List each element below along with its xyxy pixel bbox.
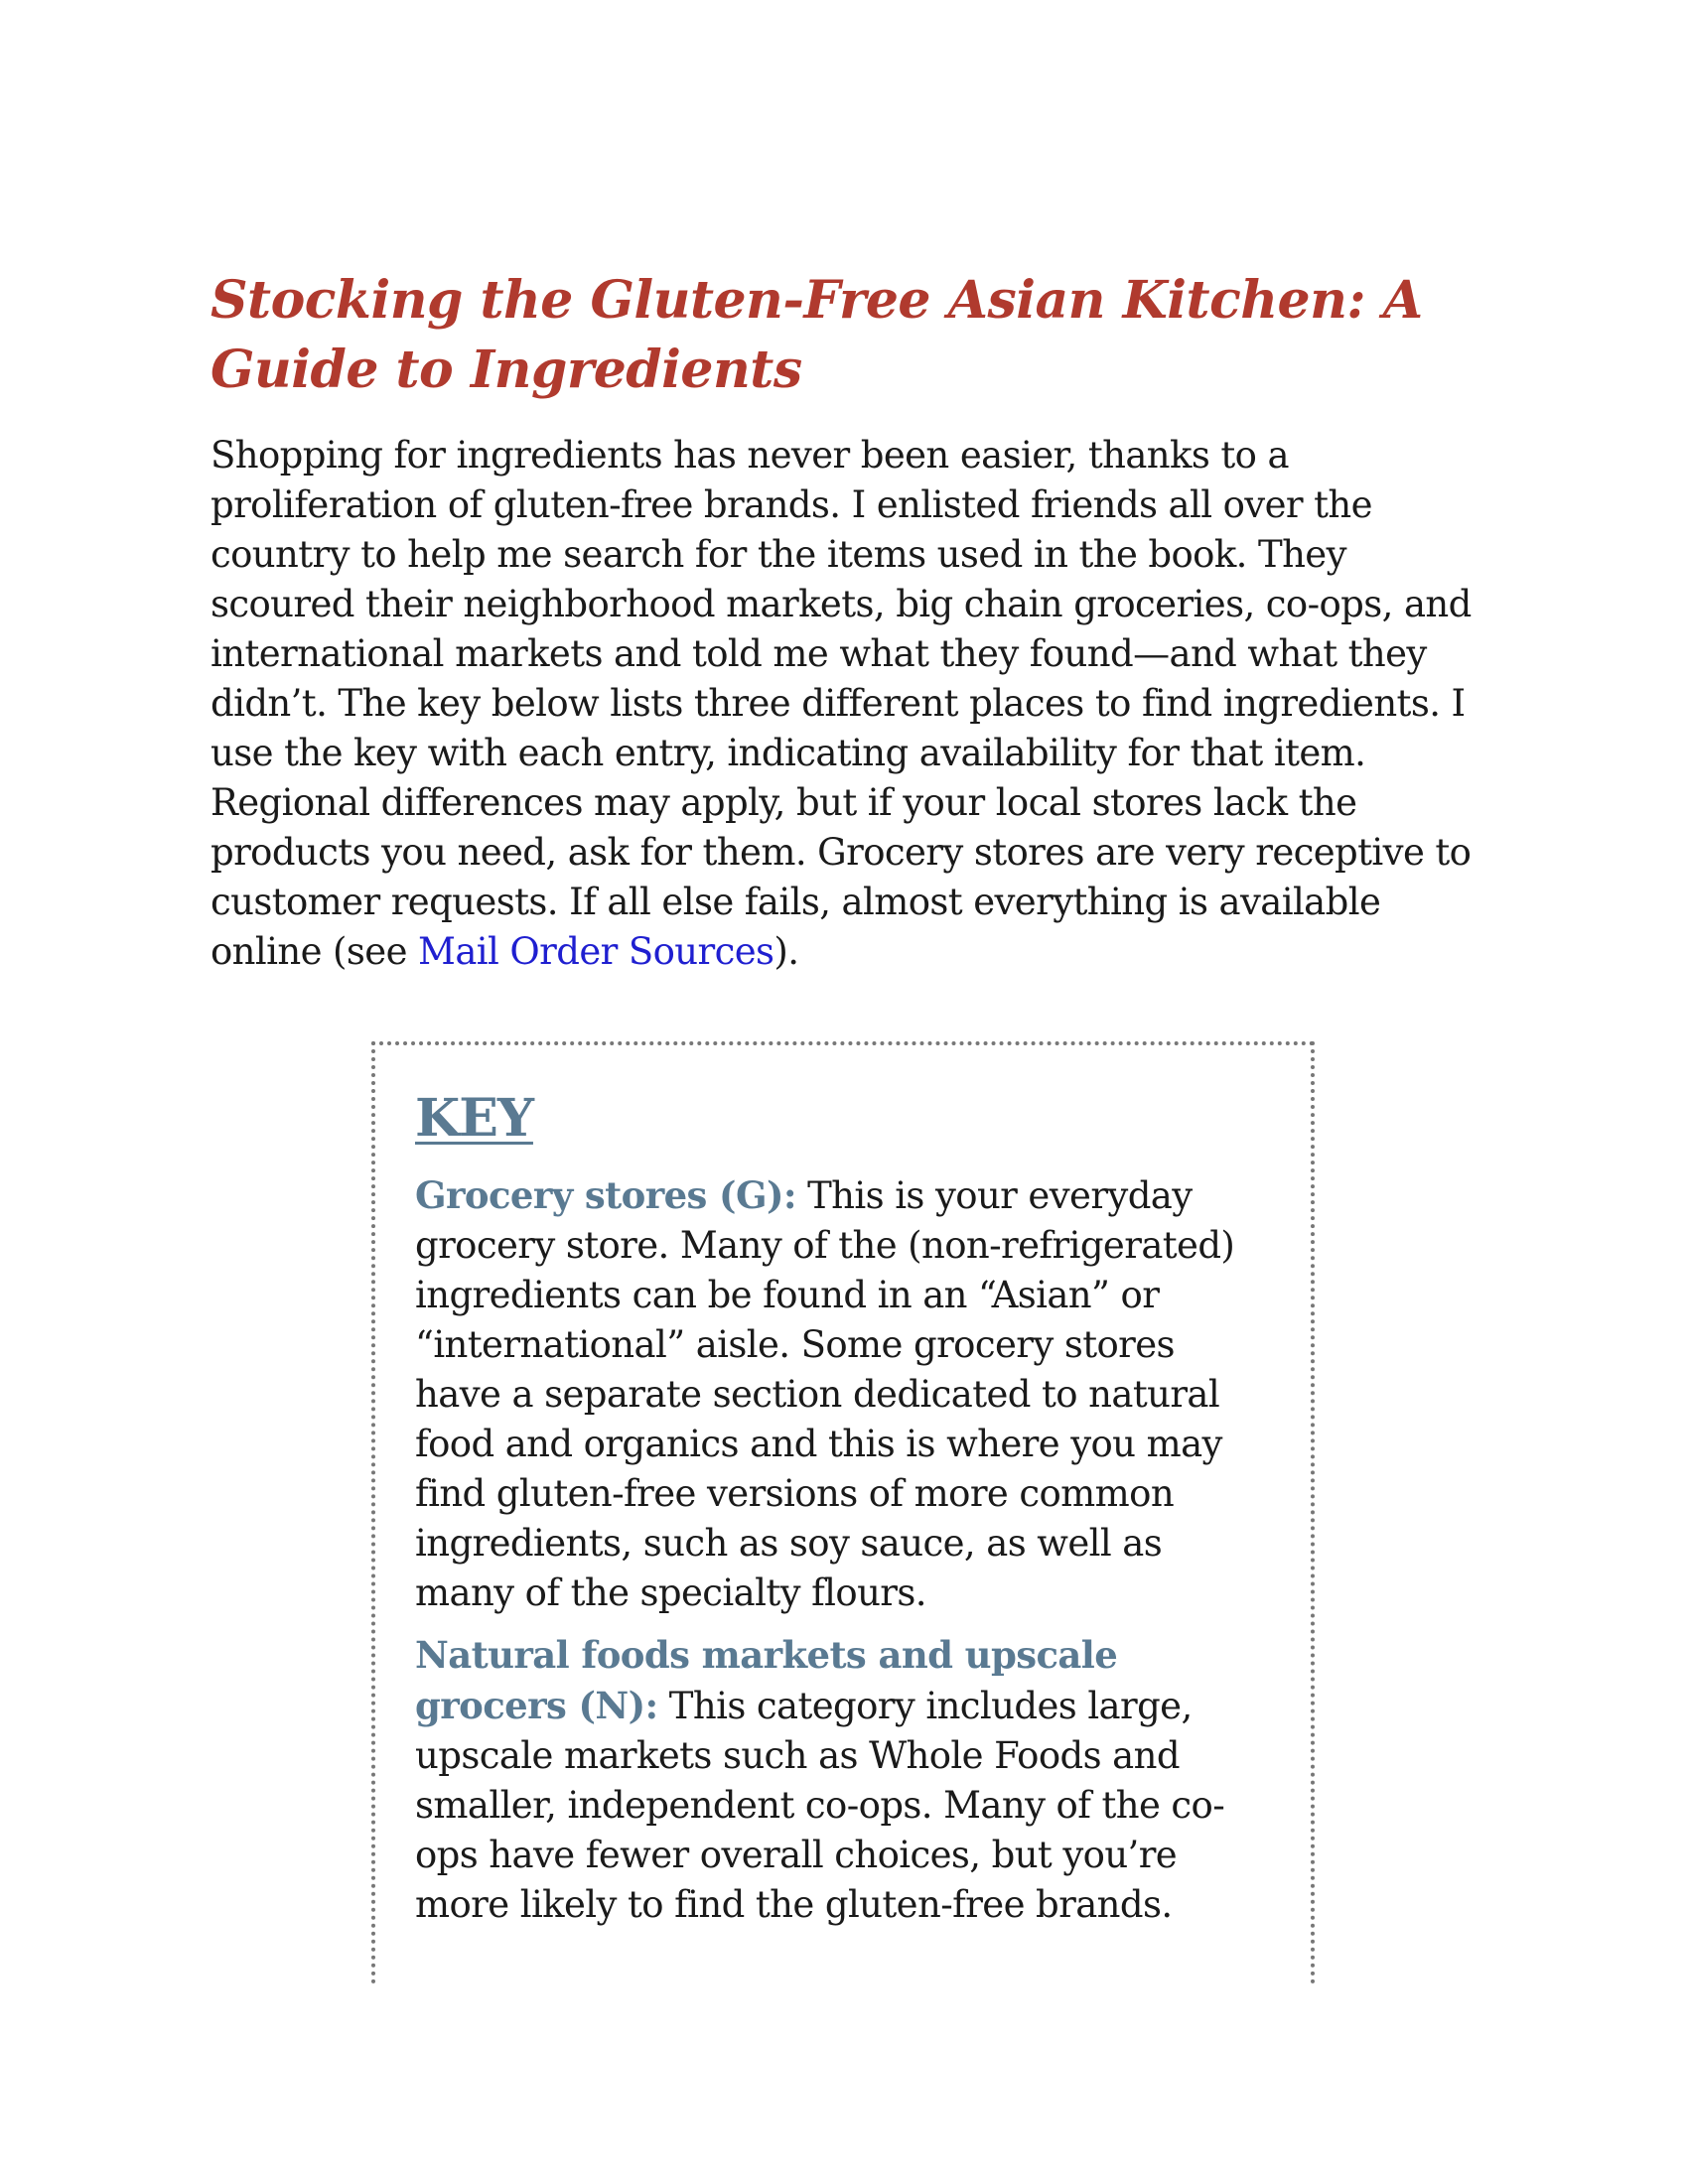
key-entry-text: This category includes large, upscale markets such as Whole Foods and smaller, independent co-ops. Many of the co-ops have fewer overall choices, but you’re more likely to find the gluten-free brands. <box>415 1685 1225 1926</box>
intro-text-end: ). <box>774 930 799 973</box>
key-entry-text: This is your everyday grocery store. Many of the (non-refrigerated) ingredients can be found in an “Asian” or “international” aisle. Some grocery stores have a separate section dedicated to natural food and organics and this is where you may find gluten-free versions of more common ingredients, such as soy sauce, as well as many of the specialty flours. <box>415 1174 1235 1614</box>
key-entry-grocery <box>415 1170 1269 1618</box>
key-entry-label: Natural foods markets and upscale grocers (N): <box>415 1633 1118 1727</box>
document-page <box>211 266 1491 977</box>
key-entry-label: Grocery stores (G): <box>415 1173 796 1217</box>
key-box-content <box>415 1087 1269 1930</box>
page-title: Stocking the Gluten-Free Asian Kitchen: A Guide to Ingredients <box>211 270 1423 400</box>
key-box <box>371 1041 1315 1984</box>
mail-order-sources-link[interactable]: Mail Order Sources <box>418 930 774 973</box>
key-heading: KEY <box>415 1088 533 1149</box>
intro-text: Shopping for ingredients has never been easier, thanks to a proliferation of gluten-free brands. I enlisted friends all over the country to help me search for the items used in the book. They scoured their neighborhood markets, big chain groceries, co-ops, and international markets and told me what they found—and what they didn’t. The key below lists three different places to find ingredients. I use the key with each entry, indicating availability for that item. Regional differences may apply, but if your local stores lack the products you need, ask for them. Grocery stores are very receptive to customer requests. If all else fails, almost everything is available online (see <box>211 434 1472 973</box>
key-entry-natural-foods <box>415 1630 1269 1930</box>
intro-paragraph <box>211 431 1491 977</box>
